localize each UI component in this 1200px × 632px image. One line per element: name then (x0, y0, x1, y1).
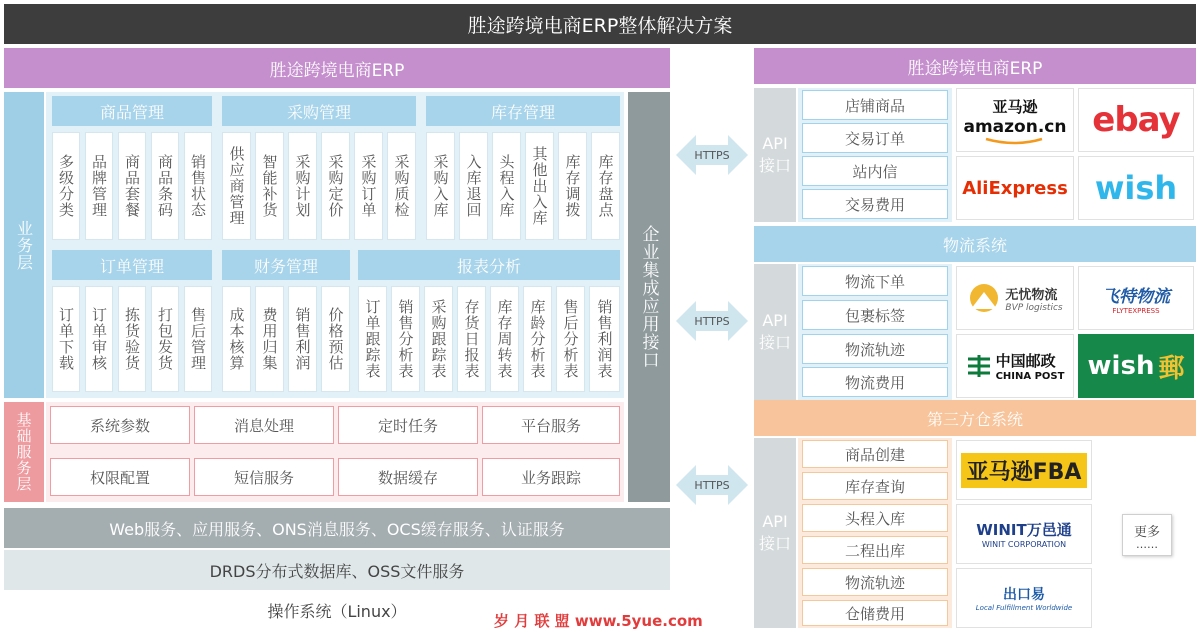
service-box: 系统参数 (50, 406, 190, 444)
group-inventory-management: 库存管理 (426, 96, 620, 126)
group-cell: 库存盘点 (591, 132, 620, 240)
os-label: 操作系统（Linux） (267, 601, 407, 621)
group-report-analysis: 报表分析 (358, 250, 620, 280)
logistics-item: 物流费用 (802, 367, 948, 397)
group-cell: 销售状态 (184, 132, 212, 240)
service-box: 数据缓存 (338, 458, 478, 496)
china-post-cn: 中国邮政 (995, 352, 1056, 370)
service-box: 短信服务 (194, 458, 334, 496)
warehouse-item: 仓储费用 (802, 600, 948, 626)
wish-logo-text: wish (1094, 169, 1178, 207)
group-cell: 采购计划 (288, 132, 317, 240)
more-button[interactable] (1122, 514, 1172, 556)
feite-logo-en: FLYTEXPRESS (1112, 306, 1160, 315)
https-label: HTTPS (694, 314, 730, 328)
group-cell: 售后管理 (184, 286, 212, 392)
warehouse-item: 物流轨迹 (802, 568, 948, 596)
group-cell: 销售分析表 (391, 286, 420, 392)
base-layer-label: 基础服务层 (4, 402, 44, 502)
warehouse-item: 商品创建 (802, 440, 948, 468)
wish-logo (1078, 156, 1194, 220)
amazon-logo-en: amazon.cn (963, 116, 1067, 137)
warehouse-item: 头程入库 (802, 504, 948, 532)
feite-logo-cn: 飞特物流 (1102, 286, 1170, 307)
api-label-text: API接口 (758, 134, 791, 175)
aliexpress-logo (956, 156, 1074, 220)
watermark: 岁 月 联 盟 www.5yue.com (494, 612, 703, 630)
group-cell: 成本核算 (222, 286, 251, 392)
erp-header: 胜途跨境电商ERP (4, 48, 670, 88)
logistics-item: 物流轨迹 (802, 334, 948, 364)
https-label: HTTPS (694, 478, 730, 492)
business-layer-label: 业务层 (4, 92, 44, 398)
group-cell: 订单审核 (85, 286, 113, 392)
web-services-bar: Web服务、应用服务、ONS消息服务、OCS缓存服务、认证服务 (4, 508, 670, 548)
more-label: 更多 (1133, 524, 1160, 540)
db-services-bar: DRDS分布式数据库、OSS文件服务 (4, 550, 670, 590)
bvp-mountain-icon (967, 283, 1001, 313)
group-cell: 采购跟踪表 (424, 286, 453, 392)
amazon-logo (956, 88, 1074, 152)
group-product-management: 商品管理 (52, 96, 212, 126)
feite-logo (1078, 266, 1194, 330)
group-cell: 订单下载 (52, 286, 80, 392)
logistics-item: 物流下单 (802, 266, 948, 296)
group-cell: 销售利润 (288, 286, 317, 392)
logistics-item: 包裹标签 (802, 300, 948, 330)
group-cell: 打包发货 (151, 286, 179, 392)
group-cell: 存货日报表 (457, 286, 486, 392)
api-label (754, 264, 796, 400)
chukouyi-logo-cn: 出口易 (1003, 587, 1045, 603)
group-cell: 销售利润表 (589, 286, 620, 392)
erp-item: 交易费用 (802, 189, 948, 219)
bvp-logo (956, 266, 1074, 330)
group-cell: 库龄分析表 (523, 286, 552, 392)
group-order-management: 订单管理 (52, 250, 212, 280)
group-cell: 商品套餐 (118, 132, 146, 240)
service-box: 定时任务 (338, 406, 478, 444)
ebay-logo (1078, 88, 1194, 152)
service-box: 消息处理 (194, 406, 334, 444)
service-box: 平台服务 (482, 406, 620, 444)
erp-header-right: 胜途跨境电商ERP (754, 48, 1196, 84)
group-cell: 费用归集 (255, 286, 284, 392)
bvp-logo-en: BVP logistics (1005, 302, 1063, 313)
wish-post-logo (1078, 334, 1194, 398)
warehouse-header: 第三方仓系统 (754, 400, 1196, 436)
group-cell: 商品条码 (151, 132, 179, 240)
group-cell: 入库退回 (459, 132, 488, 240)
china-post-logo (956, 334, 1074, 398)
aliexpress-logo-text: AliExpress (962, 177, 1068, 199)
wish-post-char: 郵 (1158, 353, 1185, 384)
group-cell: 供应商管理 (222, 132, 251, 240)
ebay-logo-text: ebay (1092, 100, 1180, 140)
group-purchase-management: 采购管理 (222, 96, 416, 126)
group-cell: 库存周转表 (490, 286, 519, 392)
group-cell: 售后分析表 (556, 286, 585, 392)
amazon-fba-text: 亚马逊FBA (961, 453, 1088, 488)
group-cell: 头程入库 (492, 132, 521, 240)
bvp-logo-cn: 无忧物流 (1005, 287, 1058, 303)
erp-item: 店铺商品 (802, 90, 948, 120)
winit-logo-main: WINIT万邑通 (976, 521, 1072, 539)
group-cell: 多级分类 (52, 132, 80, 240)
more-dots: …… (1136, 537, 1158, 551)
warehouse-item: 二程出库 (802, 536, 948, 564)
winit-logo-sub: WINIT CORPORATION (981, 540, 1067, 549)
china-post-en: CHINA POST (995, 371, 1065, 382)
service-box: 权限配置 (50, 458, 190, 496)
china-post-icon (966, 353, 992, 379)
group-cell: 采购定价 (321, 132, 350, 240)
group-cell: 拣货验货 (118, 286, 146, 392)
chukouyi-logo-en: Local Fulfillment Worldwide (975, 604, 1073, 612)
api-label-text: API接口 (758, 311, 791, 352)
logistics-header: 物流系统 (754, 226, 1196, 262)
group-cell: 采购订单 (354, 132, 383, 240)
api-label (754, 438, 796, 628)
winit-logo (956, 504, 1092, 564)
group-cell: 价格预估 (321, 286, 350, 392)
amazon-fba-logo (956, 440, 1092, 500)
group-cell: 采购入库 (426, 132, 455, 240)
group-cell: 订单跟踪表 (358, 286, 387, 392)
group-cell: 采购质检 (387, 132, 416, 240)
amazon-smile-icon (980, 137, 1050, 145)
amazon-logo-cn: 亚马逊 (992, 97, 1038, 116)
erp-item: 站内信 (802, 156, 948, 186)
enterprise-interface: 企业集成应用接口 (628, 92, 670, 502)
api-label (754, 88, 796, 222)
https-label: HTTPS (694, 148, 730, 162)
service-box: 业务跟踪 (482, 458, 620, 496)
warehouse-item: 库存查询 (802, 472, 948, 500)
group-cell: 智能补货 (255, 132, 284, 240)
group-cell: 品牌管理 (85, 132, 113, 240)
group-cell: 其他出入库 (525, 132, 554, 240)
erp-item: 交易订单 (802, 123, 948, 153)
chukouyi-logo (956, 568, 1092, 628)
page-title: 胜途跨境电商ERP整体解决方案 (4, 4, 1196, 44)
wish-post-text: wish (1087, 351, 1155, 381)
group-cell: 库存调拨 (558, 132, 587, 240)
group-finance-management: 财务管理 (222, 250, 350, 280)
api-label-text: API接口 (758, 512, 791, 553)
